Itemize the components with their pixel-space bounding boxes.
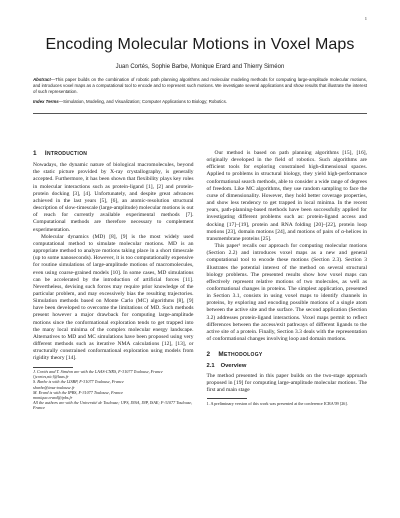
- affiliation: All the authors are with the Université de Toulouse; UPS, INSA, INP, ISAE; F-31077 Toulouse, France: [33, 400, 193, 411]
- affiliation-email: sbarbe@insa-toulouse.fr: [33, 384, 75, 390]
- paragraph: Nowadays, the dynamic nature of biological macromolecules, beyond the static picture provided by X-ray crystallography, is generally accepted. Furthermore, it has been shown that flexibility plays key roles in molecular interactions such as protein-ligand [1], [2] and protein-protein docking [3], [4]. Unfortunately, and despite great advances achieved in the last years [5], [6], an atomic-resolution structural description of slow-timescale (large-amplitude) molecular motions is out of reach for currently available experimental methods [7]. Computational methods are therefore necessary to complement experimentation.: [33, 162, 194, 233]
- abstract: [33, 77, 367, 94]
- page-number: 1: [364, 16, 367, 21]
- affiliation: M. Erard is with the IPBS, F-31077 Toulouse, France: [33, 389, 124, 395]
- right-column: [207, 150, 368, 504]
- paragraph: This paper¹ recalls our approach for computing molecular motions (Section 2.2) and introduces voxel maps as a new and general computational tool to encode these motions (Section 2.3). Section 3 illustrates the potential interest of the method on several structural biology problems. The presented results show how voxel maps can effectively represent relative motions of two molecules, as well as conformational changes in proteins. The simplest application, presented in Section 3.1, consists in using voxel maps to identify channels in proteins, by exploring and encoding possible motions of a single atom between the active site and the surface. The second application (Section 3.2) addresses protein-ligand interactions. Voxel maps permit to reflect differences between the access/exit pathways of different ligands to the active site of a protein. Finally, Section 3.3 deals with the representation of conformational changes involving loop and domain motions.: [206, 243, 367, 343]
- paragraph: Our method is based on path planning algorithms [15], [16], originally developed in the field of robotics. Such algorithms are efficient tools for exploring constrained high-dimensional spaces. Applied to problems in structural biology, they yield high-performance conformational search methods, able to consider a wide range of degrees of freedom. Like MC algorithms, they use random sampling to face the curse of dimensionality. However, they hold better coverage properties, and show less tendency to get trapped in local minima. In the recent years, path-planning-based methods have been successfully applied for investigating different problems such as: protein-ligand access and docking [17]–[19], protein and RNA folding [20]–[22], protein loop motions [23], domain motions [24], and motions of pairs of α-helices in transmembrane proteins [25].: [206, 150, 367, 242]
- left-column: [33, 150, 194, 504]
- footnote-divider: [33, 367, 73, 368]
- section-heading-methodology: 2 METHODOLOGY: [206, 351, 263, 359]
- affiliation: S. Barbe is with the LISBP, F-31077 Toulouse, France: [33, 379, 124, 385]
- abstract-text: —This paper builds on the combination of robotic path planning algorithms and molecular modeling methods for computing large-amplitude molecular motions, and introduces voxel maps as a computational tool to encode and to represent such motions. We investigate several applications and show results that illustrate the interest of such representation.: [33, 77, 367, 94]
- abstract-label: Abstract: [33, 77, 51, 82]
- index-terms-label: Index Terms: [33, 99, 59, 105]
- authors: Juan Cortés, Sophie Barbe, Monique Erard and Thierry Siméon: [115, 64, 285, 70]
- affiliation-email: monique.erard@ipbs.fr: [33, 395, 73, 401]
- paper-title: Encoding Molecular Motions in Voxel Maps: [45, 36, 355, 53]
- footnote-divider: [207, 398, 247, 399]
- affiliation-email: {jcortes,nic}@laas.fr: [33, 374, 69, 380]
- index-terms-text: —Simulation, Modeling, and Visualization; Computer Applications to Biology; Robotics.: [58, 99, 228, 105]
- body-columns: [33, 150, 367, 504]
- section-heading-introduction: 1 INTRODUCTION: [33, 150, 88, 157]
- subsection-heading-overview: 2.1 Overview: [206, 363, 247, 370]
- header-divider: [33, 113, 367, 114]
- footnote: 1. A preliminary version of this work was presented at the conference ICRA'09 [26].: [206, 400, 348, 406]
- paragraph: The method presented in this paper builds on the two-stage approach proposed in [19] for computing large-amplitude molecular motions. The first and main stage: [206, 372, 367, 393]
- index-terms: [33, 99, 367, 105]
- paragraph: Molecular dynamics (MD) [8], [9] is the most widely used computational method to simulate molecular motions. MD is an appropriate method to analyze motions taking place in a short timescale (up to some nanoseconds). However, it is too computationally expensive for routine simulations of large-amplitude motions of macromolecules, even using coarse-grained models [10]. In some cases, MD simulations can be accelerated by the introduction of artificial forces [11]. Nevertheless, devising such forces may require prior knowledge of the particular problem, and may excessively bias the resulting trajectories. Simulation methods based on Monte Carlo (MC) algorithms [8], [9] have been developed to overcome the limitations of MD. Such methods present however a major drawback for computing large-amplitude motions since the conformational exploration tends to get trapped into the many local minima of the complex molecular energy landscape. Alternatives to MD and MC simulations have been proposed using very different methods such as iterative NMA calculations [12], [13], or structurally constrained conformational exploration using models from rigidity theory [14].: [33, 233, 194, 362]
- affiliation: J. Cortés and T. Siméon are with the LAAS-CNRS, F-31077 Toulouse, France: [33, 369, 163, 375]
